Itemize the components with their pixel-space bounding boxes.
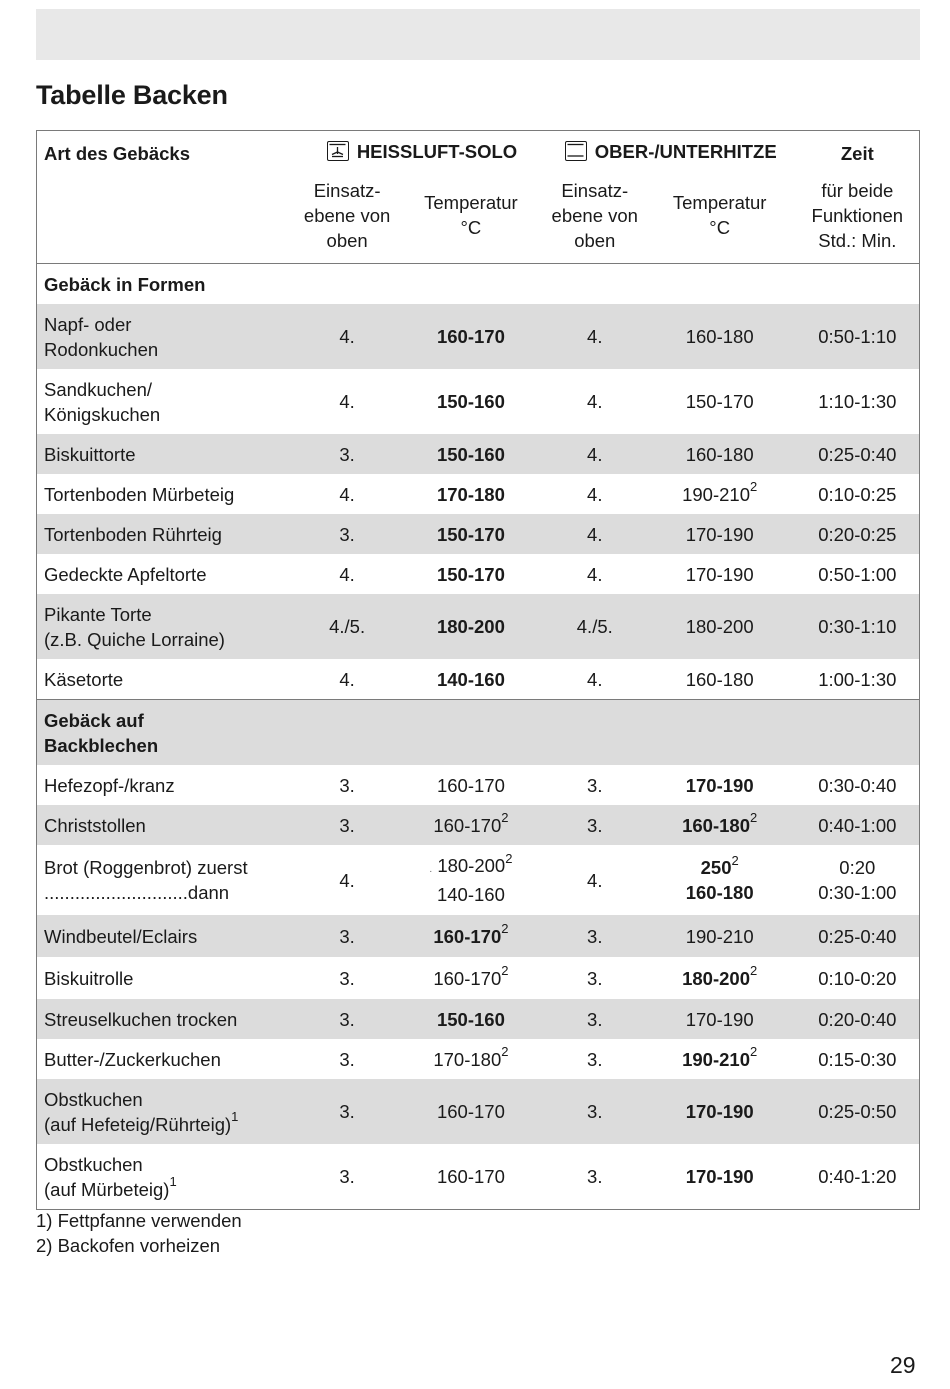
- row-name: Pikante Torte (z.B. Quiche Lorraine): [37, 594, 299, 659]
- cell-o-ebene: 4.: [546, 434, 644, 474]
- cell-h-temp: $160-170^2$: [396, 805, 546, 845]
- cell-o-ebene: 4.: [546, 304, 644, 369]
- table-row: [37, 304, 920, 369]
- cell-o-temp: 170-190: [644, 1079, 796, 1144]
- section-title: Gebäck auf Backblechen: [37, 700, 920, 766]
- cell-o-ebene: 4.: [587, 869, 603, 891]
- table-header-row: [37, 131, 920, 172]
- page-title: Tabelle Backen: [36, 80, 228, 110]
- cell-h-ebene: 3.: [339, 967, 355, 989]
- cell-h-ebene: 3.: [298, 514, 396, 554]
- cell-h-ebene: 4.: [339, 563, 355, 585]
- cell-zeit: 0:25-0:40: [796, 915, 920, 957]
- cell-zeit: 0:30-0:40: [818, 774, 897, 796]
- cell-o-ebene: 3.: [587, 774, 603, 796]
- top-bottom-heat-icon: [565, 141, 587, 161]
- cell-h-ebene: 4./5.: [298, 594, 396, 659]
- page-number: 29: [890, 1352, 916, 1378]
- cell-h-temp: $170-180^2$: [433, 1044, 509, 1070]
- cell-o-ebene: 4.: [587, 391, 603, 412]
- footnote-2: 2) Backofen vorheizen: [36, 1235, 221, 1256]
- cell-zeit: 1:00-1:30: [818, 668, 897, 690]
- cell-o-temp: 170-190: [685, 774, 754, 796]
- cell-zeit: 0:30-1:10: [796, 594, 920, 659]
- cell-h-ebene: 3.: [339, 1166, 355, 1187]
- cell-h-ebene: 3.: [298, 434, 396, 474]
- cell-h-ebene: 3.: [298, 805, 396, 845]
- cell-o-ebene: 3.: [587, 967, 603, 989]
- row-name: Napf- oder Rodonkuchen: [37, 304, 299, 369]
- row-name: Obstkuchen (auf Hefeteig/Rührteig)$^1$: [37, 1079, 299, 1144]
- cell-h-temp: 180-200: [396, 594, 546, 659]
- header-band: [36, 9, 920, 60]
- cell-h-temp: 140-160: [436, 668, 505, 690]
- row-name: Butter-/Zuckerkuchen: [44, 1048, 221, 1070]
- cell-h-temp: 150-170: [396, 514, 546, 554]
- cell-zeit: 0:40-1:00: [796, 805, 920, 845]
- table-row: [37, 434, 920, 474]
- row-name: Obstkuchen (auf Mürbeteig)$^1$: [44, 1153, 177, 1200]
- table-row: [37, 845, 920, 915]
- fan-oven-icon: [327, 141, 349, 161]
- col-group-heissluft: [298, 131, 546, 172]
- table-row: [37, 1039, 920, 1079]
- subheader-ebene-ober: Einsatz- ebene von oben: [551, 179, 638, 251]
- cell-o-temp: $190-210^2$: [682, 1044, 758, 1070]
- table-row: [37, 765, 920, 805]
- cell-zeit: 0:40-1:20: [818, 1166, 897, 1187]
- footnote-1: 1) Fettpfanne verwenden: [36, 1210, 242, 1231]
- cell-h-temp: 160-170: [436, 1166, 505, 1187]
- table-row: [37, 554, 920, 594]
- section-header-row: [37, 700, 920, 766]
- table-row: [37, 369, 920, 434]
- cell-o-temp: 160-180: [685, 668, 754, 690]
- section-header-row: [37, 264, 920, 305]
- cell-o-temp: 170-190: [644, 999, 796, 1039]
- cell-h-temp: 150-170: [436, 563, 505, 585]
- cell-h-ebene: 4.: [339, 483, 355, 505]
- group-heissluft-label: HEISSLUFT-SOLO: [356, 140, 518, 162]
- cell-h-ebene: 3.: [298, 1079, 396, 1144]
- row-name: Tortenboden Rührteig: [37, 514, 299, 554]
- cell-o-ebene: 4.: [587, 668, 603, 690]
- cell-zeit: 0:50-1:10: [796, 304, 920, 369]
- cell-h-ebene: 4.: [298, 304, 396, 369]
- cell-h-temp: 170-180: [436, 483, 505, 505]
- cell-h-ebene: 4.: [339, 391, 355, 412]
- cell-zeit: 0:20-0:25: [796, 514, 920, 554]
- cell-o-temp: $160-180^2$: [644, 805, 796, 845]
- cell-zeit: 0:20 0:30-1:00: [818, 857, 897, 903]
- cell-o-temp: 190-210: [644, 915, 796, 957]
- cell-o-ebene: 4.: [587, 563, 603, 585]
- footnotes: [36, 1208, 242, 1258]
- row-name: Tortenboden Mürbeteig: [44, 483, 235, 505]
- table-row: [37, 999, 920, 1039]
- subheader-zeit: für beide Funktionen Std.: Min.: [811, 179, 904, 251]
- cell-h-ebene: 3.: [298, 999, 396, 1039]
- cell-o-temp: $190-210^2$: [682, 479, 758, 505]
- table-row: [37, 1079, 920, 1144]
- cell-h-temp: 150-160: [396, 434, 546, 474]
- table-row: [37, 957, 920, 999]
- row-name: Christstollen: [37, 805, 299, 845]
- cell-o-ebene: 3.: [587, 1048, 603, 1070]
- col-header-zeit: Zeit: [840, 142, 874, 164]
- table-row: [37, 514, 920, 554]
- table-row: [37, 474, 920, 514]
- cell-zeit: 0:25-0:50: [796, 1079, 920, 1144]
- row-name: Brot (Roggenbrot) zuerst ............................dann: [44, 857, 248, 903]
- cell-zeit: 0:20-0:40: [796, 999, 920, 1039]
- group-ober-label: OBER-/UNTERHITZE: [594, 140, 777, 162]
- table-row: [37, 805, 920, 845]
- cell-zeit: 0:10-0:25: [818, 483, 897, 505]
- cell-h-temp: 160-170: [436, 774, 505, 796]
- table-row: [37, 594, 920, 659]
- table-row: [37, 1144, 920, 1210]
- cell-h-ebene: 3.: [298, 915, 396, 957]
- cell-o-temp: 160-180: [644, 304, 796, 369]
- cell-o-temp: 170-190: [685, 1166, 754, 1187]
- cell-o-temp: $180-200^2$: [682, 963, 758, 989]
- cell-h-ebene: 3.: [339, 774, 355, 796]
- subheader-temp-ober: Temperatur °C: [672, 192, 767, 238]
- baking-table: [36, 130, 920, 1210]
- cell-h-temp: 160-170: [396, 1079, 546, 1144]
- cell-o-temp: 160-180: [644, 434, 796, 474]
- cell-h-ebene: 4.: [339, 668, 355, 690]
- cell-o-temp: 150-170: [685, 391, 754, 412]
- cell-h-temp: $160-170^2$: [396, 915, 546, 957]
- cell-o-temp: $250^2$ 160-180: [685, 852, 754, 903]
- cell-h-temp: 150-160: [436, 391, 505, 412]
- cell-o-ebene: 3.: [546, 999, 644, 1039]
- cell-h-temp: 150-160: [396, 999, 546, 1039]
- cell-h-temp: 160-170: [396, 304, 546, 369]
- cell-o-ebene: 3.: [587, 1166, 603, 1187]
- cell-o-ebene: 4.: [546, 514, 644, 554]
- cell-h-ebene: 3.: [339, 1048, 355, 1070]
- cell-zeit: 0:25-0:40: [796, 434, 920, 474]
- cell-o-ebene: 4.: [587, 483, 603, 505]
- row-name: Gedeckte Apfeltorte: [44, 563, 207, 585]
- subheader-ebene-heissluft: Einsatz- ebene von oben: [303, 179, 391, 251]
- table-row: [37, 915, 920, 957]
- cell-o-temp: 180-200: [644, 594, 796, 659]
- row-name: Streuselkuchen trocken: [37, 999, 299, 1039]
- cell-zeit: 0:15-0:30: [818, 1048, 897, 1070]
- row-name: Käsetorte: [44, 668, 124, 690]
- cell-o-ebene: 4./5.: [546, 594, 644, 659]
- cell-o-temp: 170-190: [644, 514, 796, 554]
- cell-h-ebene: 4.: [339, 869, 355, 891]
- cell-zeit: 0:10-0:20: [818, 967, 897, 989]
- table-row: [37, 659, 920, 700]
- row-name: Hefezopf-/kranz: [44, 774, 175, 796]
- table-subheader-row: [37, 171, 920, 264]
- cell-h-temp: . $180-200^2$ 140-160: [429, 850, 513, 905]
- section-title: Gebäck in Formen: [37, 264, 920, 305]
- cell-o-ebene: 3.: [546, 915, 644, 957]
- row-name: Biskuitrolle: [44, 967, 134, 989]
- cell-h-temp: $160-170^2$: [433, 963, 509, 989]
- cell-zeit: 1:10-1:30: [818, 391, 897, 412]
- col-header-type: Art des Gebäcks: [44, 142, 191, 164]
- subheader-temp-heissluft: Temperatur °C: [424, 192, 518, 238]
- row-name: Windbeutel/Eclairs: [37, 915, 299, 957]
- cell-o-temp: 170-190: [685, 563, 754, 585]
- row-name: Biskuittorte: [37, 434, 299, 474]
- col-group-ober-unterhitze: [546, 131, 796, 172]
- row-name: Sandkuchen/ Königskuchen: [44, 378, 161, 425]
- cell-o-ebene: 3.: [546, 805, 644, 845]
- cell-o-ebene: 3.: [546, 1079, 644, 1144]
- cell-zeit: 0:50-1:00: [818, 563, 897, 585]
